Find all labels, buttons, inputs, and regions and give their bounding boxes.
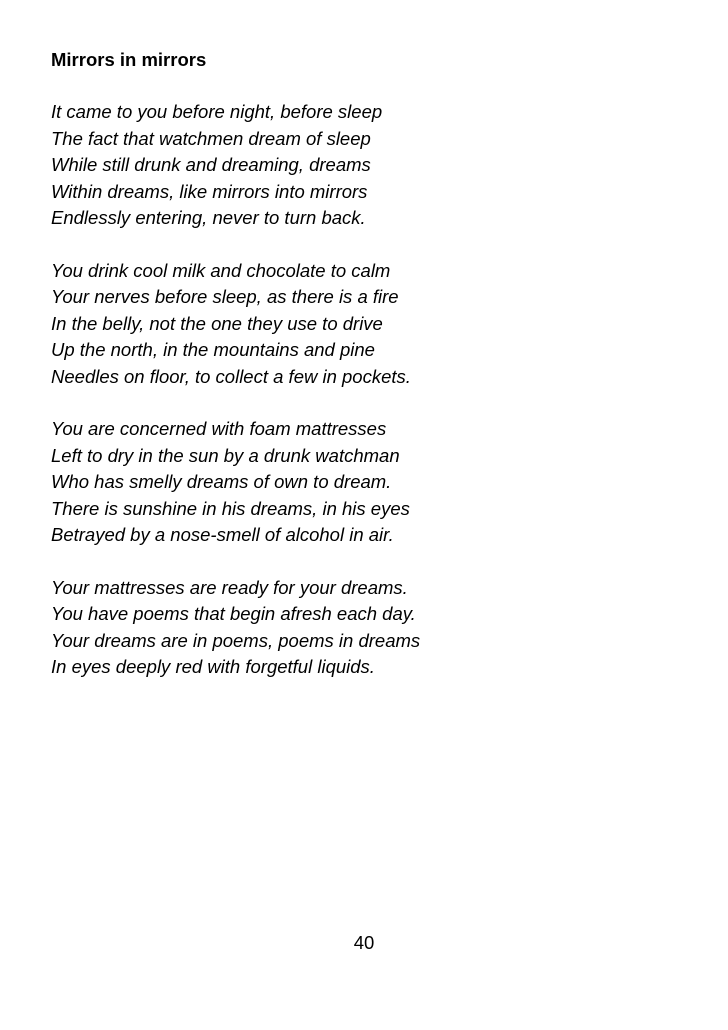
stanza-1: [51, 99, 691, 232]
poem-line: You have poems that begin afresh each day.: [51, 603, 416, 624]
poem-line: It came to you before night, before sleep: [51, 101, 383, 122]
poem-line: You are concerned with foam mattresses: [51, 418, 387, 439]
poem-line: Up the north, in the mountains and pine: [51, 339, 375, 360]
poem-title: Mirrors in mirrors: [51, 49, 207, 70]
poem-line: Endlessly entering, never to turn back.: [51, 207, 366, 228]
stanza-4: [51, 575, 691, 681]
poem-line: Left to dry in the sun by a drunk watchman: [51, 444, 400, 466]
poem-line: In eyes deeply red with forgetful liquids.: [51, 656, 375, 677]
poem-line: Betrayed by a nose-smell of alcohol in air.: [51, 524, 394, 545]
poem-line: The fact that watchmen dream of sleep: [51, 127, 371, 149]
poem-line: In the belly, not the one they use to drive: [51, 312, 383, 334]
page-number-text: 40: [353, 932, 375, 953]
poem-line: Within dreams, like mirrors into mirrors: [51, 180, 368, 202]
poem-line: Who has smelly dreams of own to dream.: [51, 471, 392, 492]
stanza-3: [51, 416, 691, 549]
poem-line: Your mattresses are ready for your dreams.: [51, 576, 408, 598]
poem-line: Needles on floor, to collect a few in pockets.: [51, 365, 411, 387]
stanza-2: [51, 258, 691, 391]
poem-line: Your nerves before sleep, as there is a fire: [51, 286, 399, 307]
poem-line: There is sunshine in his dreams, in his eyes: [51, 497, 410, 519]
poem-line: While still drunk and dreaming, dreams: [51, 154, 371, 175]
poem-line: Your dreams are in poems, poems in dreams: [51, 629, 421, 651]
poem-body: [51, 99, 691, 707]
poem-line: You drink cool milk and chocolate to calm: [51, 259, 391, 281]
page-number: [0, 930, 728, 956]
